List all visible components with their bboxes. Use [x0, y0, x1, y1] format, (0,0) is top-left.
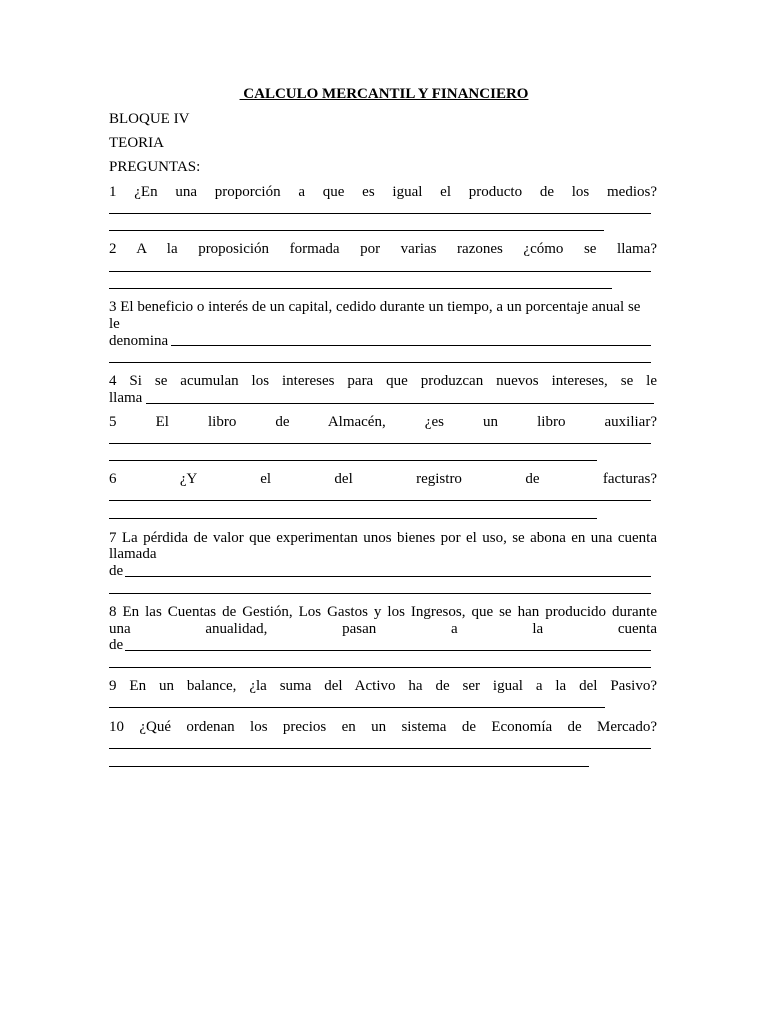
answer-line	[109, 593, 651, 594]
question-7-label: de	[109, 563, 124, 579]
question-10: 10 ¿Qué ordenan los precios en un sistema de Economía de Mercado?	[109, 719, 657, 735]
block-heading: BLOQUE IV	[109, 111, 190, 127]
answer-line	[109, 518, 597, 519]
question-8-label: de	[109, 637, 124, 653]
answer-line	[146, 403, 654, 404]
answer-line	[109, 443, 651, 444]
answer-line	[125, 576, 651, 577]
document-title: CALCULO MERCANTIL Y FINANCIERO	[239, 86, 529, 102]
question-8-continuation: una anualidad, pasan a la cuenta	[109, 621, 657, 637]
question-3: 3 El beneficio o interés de un capital, cedido durante un tiempo, a un porcentaje anual se	[109, 299, 641, 315]
question-4: 4 Si se acumulan los intereses para que produzcan nuevos intereses, se le	[109, 373, 657, 389]
answer-line	[109, 288, 612, 289]
question-6: 6 ¿Y el del registro de facturas?	[109, 471, 657, 487]
answer-line	[109, 748, 651, 749]
answer-line	[109, 213, 651, 214]
question-7: 7 La pérdida de valor que experimentan unos bienes por el uso, se abona en una cuenta	[109, 530, 657, 546]
answer-line	[109, 707, 605, 708]
answer-line	[171, 345, 651, 346]
answer-line	[109, 460, 597, 461]
answer-line	[109, 667, 651, 668]
question-2: 2 A la proposición formada por varias razones ¿cómo se llama?	[109, 241, 657, 257]
question-1: 1 ¿En una proporción a que es igual el producto de los medios?	[109, 184, 657, 200]
questions-heading: PREGUNTAS:	[109, 159, 201, 175]
question-3-continuation: le	[109, 316, 120, 332]
answer-line	[109, 230, 604, 231]
question-5: 5 El libro de Almacén, ¿es un libro auxiliar?	[109, 414, 657, 430]
answer-line	[109, 271, 651, 272]
answer-line	[109, 766, 589, 767]
answer-line	[109, 500, 651, 501]
answer-line	[125, 650, 651, 651]
question-9: 9 En un balance, ¿la suma del Activo ha de ser igual a la del Pasivo?	[109, 678, 657, 694]
question-8: 8 En las Cuentas de Gestión, Los Gastos y los Ingresos, que se han producido durante	[109, 604, 657, 620]
question-3-label: denomina	[109, 333, 169, 349]
answer-line	[109, 362, 651, 363]
question-7-continuation: llamada	[109, 546, 157, 562]
question-4-label: llama	[109, 390, 143, 406]
section-heading: TEORIA	[109, 135, 164, 151]
